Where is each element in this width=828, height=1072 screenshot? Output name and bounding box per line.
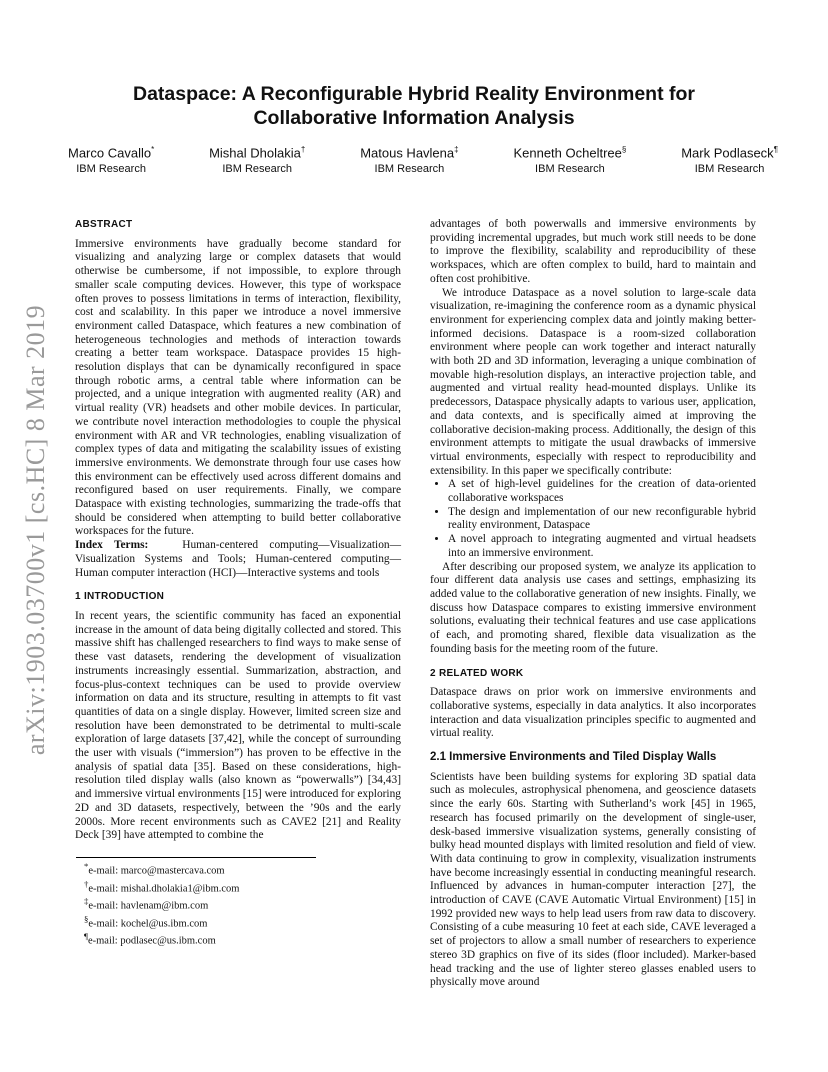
index-terms xyxy=(75,539,401,580)
list-item: • The design and implementation of our new reconfigurable hybrid reality environment, Dataspace xyxy=(448,506,756,533)
section-heading-introduction: 1 INTRODUCTION xyxy=(75,591,165,603)
author-name: Mishal Dholakia xyxy=(209,145,301,161)
arxiv-stamp: arXiv:1903.03700v1 [cs.HC] 8 Mar 2019 xyxy=(21,304,50,756)
footnote: †e-mail: mishal.dholakia1@ibm.com xyxy=(84,878,240,894)
left-column xyxy=(75,218,401,843)
author-name: Mark Podlaseck xyxy=(681,145,774,161)
footnote: §e-mail: kochel@us.ibm.com xyxy=(84,913,208,929)
paragraph: We introduce Dataspace as a novel solution to large-scale data visualization, re-imagining the conference room as a dynamic physical environment for experiencing complex data and jointly making better-informed decisions. Dataspace is a room-sized collaboration environment where people can work together and interact naturally with both 2D and 3D information, leveraging a unique combination of movable high-resolution displays, an interactive projection table, and augmented and virtual reality head-mounted displays. Unlike its predecessors, Dataspace physically adapts to various user, application, and data contexts, and is specifically aimed at improving the collaborative decision-making process. Additionally, the design of this environment attempts to mitigate the usual drawbacks of immersive virtual environments, especially with respect to reproducibility and extensibility. In this paper we specifically contribute: xyxy=(430,286,756,477)
paper-title: Dataspace: A Reconfigurable Hybrid Reality Environment for Collaborative Information Analysis xyxy=(132,83,695,129)
author xyxy=(681,142,778,177)
author xyxy=(513,142,626,177)
author-mark: * xyxy=(151,145,155,154)
subsection-text: Scientists have been building systems for exploring 3D spatial data such as molecules, astrophysical phenomena, and geoscience datasets since the early 60s. Starting with Sutherland’s work [45] in 1965, research has focused primarily on the development of single-user, desk-based immersive visualization systems, generally consisting of bulky head mounted displays with limited resolution and field of view. With data continuing to grow in complexity, visualization instruments have become increasingly essential in conducting meaningful research. Influenced by advances in human-computer interaction [27], the introduction of CAVE (CAVE Automatic Virtual Environment) [15] in 1992 provided new ways to help lead users from raw data to discovery. Consisting of a cube measuring 10 feet at each side, CAVE leveraged a set of projectors to allow a small number of researchers to experience stereo 3D graphics on five of its sides (floor included). Marker-based head tracking and the use of lighter stereo glasses enabled users to physically move around xyxy=(430,770,756,989)
section-heading-related-work: 2 RELATED WORK xyxy=(430,667,524,679)
author-mark: † xyxy=(300,145,306,154)
footnotes xyxy=(84,860,239,948)
author-mark: ‡ xyxy=(454,145,459,154)
list-item: • A set of high-level guidelines for the creation of data-oriented collaborative workspaces xyxy=(448,478,756,505)
right-column xyxy=(430,218,756,990)
author-name: Kenneth Ocheltree xyxy=(513,145,622,161)
author xyxy=(68,142,154,177)
subsection-heading: 2.1 Immersive Environments and Tiled Display Walls xyxy=(430,751,717,764)
author-mark: ¶ xyxy=(773,145,778,154)
author xyxy=(209,142,305,177)
index-terms-text: Human-centered computing—Visualization—Visualization Systems and Tools; Human-centered computing—Human computer interaction (HCI)—Interactive systems and tools xyxy=(75,539,401,579)
author-name: Marco Cavallo xyxy=(68,145,152,161)
footnote: ‡e-mail: havlenam@ibm.com xyxy=(84,896,209,912)
abstract-text: Immersive environments have gradually become standard for visualizing and analyzing large or complex datasets that would otherwise be cumbersome, if not impossible, to explore through smaller scale computing devices. However, this type of workspace often proves to possess limitations in terms of interaction, flexibility, cost and scalability. In this paper we introduce a novel immersive environment called Dataspace, which features a new combination of heterogeneous technologies and methods of interaction towards creating a better team workspace. Dataspace provides 15 high-resolution displays that can be dynamically reconfigured in space through robotic arms, a central table where information can be projected, and a unique integration with augmented reality (AR) and virtual reality (VR) headsets and other mobile devices. In particular, we contribute novel interaction methodologies to couple the physical environment with AR and VR technologies, enabling visualization of complex types of data and mitigating the scalability issues of existing immersive environments. We demonstrate through four use cases how this environment can be effectively used across different domains and reconfigured based on user requirements. Finally, we compare Dataspace with existing technologies, summarizing the trade-offs that should be considered when attempting to build better collaborative workspaces for the future. xyxy=(75,237,401,538)
author-mark: § xyxy=(621,145,627,154)
footnote-rule xyxy=(76,857,316,858)
contribution-list xyxy=(430,478,756,560)
paragraph: advantages of both powerwalls and immersive environments by providing incremental upgrades, but much work still needs to be done to improve the flexibility, scalability and reproducibility of these workspaces, which are often complex to build, hard to maintain and often cost prohibitive. xyxy=(430,218,756,285)
abstract-heading: ABSTRACT xyxy=(75,219,133,230)
related-work-text: Dataspace draws on prior work on immersive environments and collaborative systems, especially in data analytics. It also incorporates interaction and data visualization principles specific to augmented and virtual reality. xyxy=(430,686,756,740)
introduction-text: In recent years, the scientific community has faced an exponential increase in the amount of data being digitally collected and stored. This massive shift has challenged researchers to find ways to make sense of these vast datasets, rendering the development of visualization instruments increasingly essential. Summarization, abstraction, and focus-plus-context techniques can be used to provide overview information on data and its structure, resulting in attempts to fit vast quantities of data on a single display. However, limited screen size and resolution have been demonstrated to be detrimental to multi-scale exploration of large datasets [37,42], while the concept of surrounding the user with visuals (“immersion”) has proven to be effective in the analysis of spatial data [35]. Based on these considerations, high-resolution tiled display walls (also known as “powerwalls”) [34,43] and immersive virtual environments [15] were introduced for exploring 2D and 3D datasets, respectively, between the ’90s and the early 2000s. More recent environments such as CAVE2 [21] and Reality Deck [39] have attempted to combine the xyxy=(75,609,401,842)
author xyxy=(360,142,458,177)
paragraph: After describing our proposed system, we analyze its application to four different data analysis use cases and settings, emphasizing its added value to the collaborative generation of new insights. Finally, we discuss how Dataspace compares to existing immersive environment solutions, evaluating their technical features and use case applications of each, and promoting shared, flexible data visualization as the founding basis for the meeting room of the future. xyxy=(430,560,756,655)
author-affiliation: IBM Research xyxy=(694,163,765,176)
index-terms-label: Index Terms: xyxy=(75,539,149,552)
author-list xyxy=(68,142,778,177)
footnote: *e-mail: marco@mastercava.com xyxy=(84,861,225,877)
author-name: Matous Havlena xyxy=(360,145,455,161)
author-affiliation: IBM Research xyxy=(76,163,146,176)
list-item: • A novel approach to integrating augmented and virtual headsets into an immersive environment. xyxy=(448,533,756,560)
author-affiliation: IBM Research xyxy=(222,163,293,176)
author-affiliation: IBM Research xyxy=(374,163,445,176)
footnote: ¶e-mail: podlasec@us.ibm.com xyxy=(84,931,216,947)
author-affiliation: IBM Research xyxy=(535,163,605,176)
